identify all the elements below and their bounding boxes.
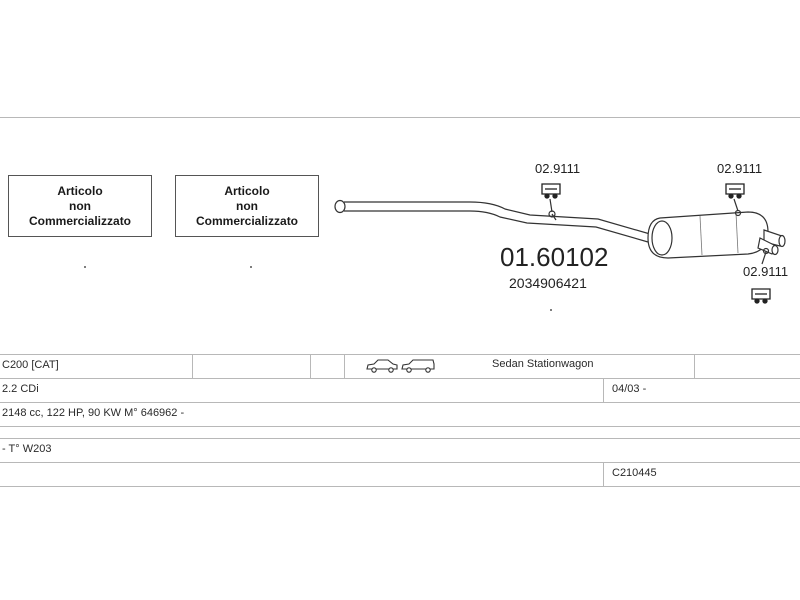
table-line [0,402,800,403]
table-column-separator [603,462,604,486]
table-column-separator [694,354,695,378]
specs-cell: 2148 cc, 122 HP, 90 KW M° 646962 - [2,407,185,419]
table-line [0,486,800,487]
type-cell: - T° W203 [2,443,52,455]
clamp-code-bottom-right: 02.9111 [743,264,789,279]
marker-dot [550,309,552,311]
muffler [648,212,768,258]
exhaust-pipe [335,201,650,243]
table-column-separator [344,354,345,378]
table-line [0,354,800,355]
body-type-cell: Sedan Stationwagon [492,358,594,370]
not-sold-box-2-line-3: Commercializzato [195,213,299,228]
not-sold-box-1-line-2: non [69,198,91,213]
rubber-mount-icon [542,184,560,198]
model-cell: C200 [CAT] [2,359,59,371]
table-column-separator [310,354,311,378]
sedan-car-icon [366,359,398,373]
stationwagon-car-icon [401,359,435,373]
table-line [0,426,800,427]
date-cell: 04/03 - [612,383,647,395]
reference-cell: C210445 [612,467,657,479]
not-sold-box-2-line-2: non [236,198,258,213]
main-part-oe-number: 2034906421 [509,275,587,291]
rubber-mount-icon [752,289,770,303]
clamp-code-top-middle: 02.9111 [535,161,581,176]
table-line [0,378,800,379]
engine-cell: 2.2 CDi [2,383,39,395]
clamp-code-top-right: 02.9111 [717,161,763,176]
table-line [0,438,800,439]
main-part-code: 01.60102 [500,242,609,272]
not-sold-box-1-line-3: Commercializzato [28,213,132,228]
table-line [0,462,800,463]
not-sold-box-1-line-1: Articolo [57,183,103,198]
not-sold-box-2-line-1: Articolo [224,183,270,198]
table-column-separator [603,378,604,402]
table-column-separator [192,354,193,378]
rubber-mount-icon [726,184,744,198]
